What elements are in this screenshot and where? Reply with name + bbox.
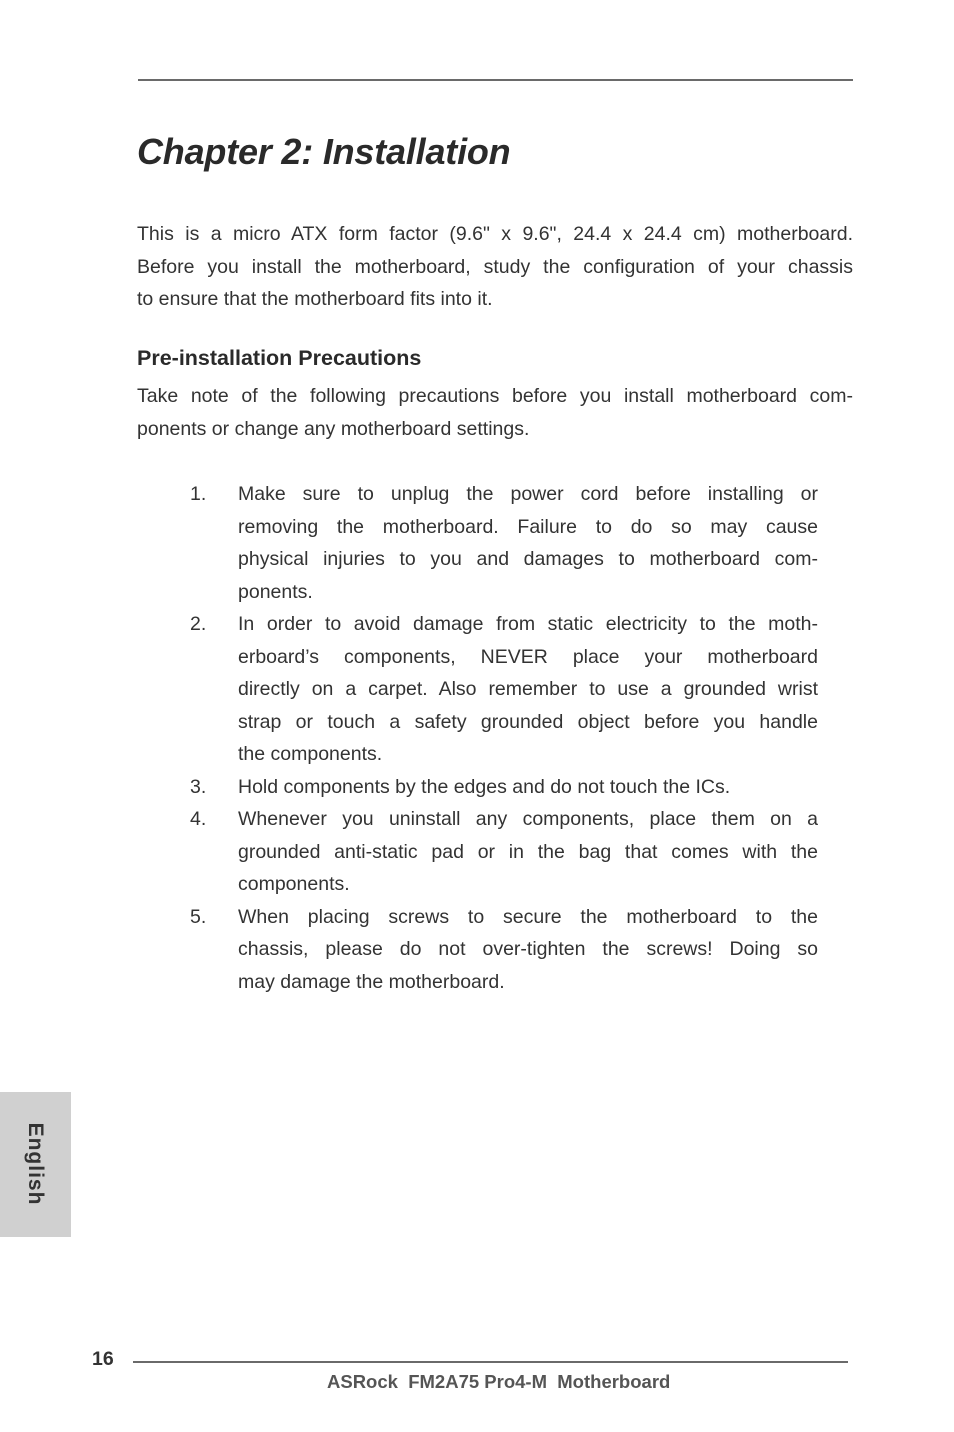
list-item-line: Whenever you uninstall any components, place them on a — [238, 808, 818, 830]
list-item-line: grounded anti-static pad or in the bag that comes with the — [238, 840, 818, 863]
list-item — [190, 608, 818, 771]
section-heading: Pre-installation Precautions — [137, 346, 422, 370]
list-item-text — [238, 803, 818, 901]
header-rule — [138, 79, 853, 81]
list-item — [190, 803, 818, 901]
page-number: 16 — [92, 1348, 114, 1370]
list-item-number: 2. — [190, 613, 207, 635]
precaution-list — [190, 478, 818, 998]
list-item-text — [238, 771, 818, 804]
list-item — [190, 901, 818, 999]
list-item-line: erboard’s components, NEVER place your motherboard — [238, 645, 818, 668]
list-item-line: strap or touch a safety grounded object before you handle — [238, 710, 818, 733]
list-item-line: the components. — [238, 743, 383, 765]
language-side-tab — [0, 1092, 71, 1237]
list-item-line: Make sure to unplug the power cord before installing or — [238, 483, 818, 505]
intro-line: Before you install the motherboard, study the configuration of your chassis — [137, 255, 853, 278]
intro-paragraph — [137, 218, 853, 316]
language-tab-label: English — [24, 1122, 47, 1206]
list-item-text — [238, 608, 818, 771]
precautions-intro-paragraph — [137, 380, 853, 445]
list-item-text — [238, 901, 818, 999]
list-item-line: When placing screws to secure the motherboard to the — [238, 905, 818, 928]
list-item-number: 1. — [190, 483, 207, 505]
precautions-intro-line: ponents or change any motherboard settings. — [137, 417, 530, 440]
list-item-number: 5. — [190, 905, 207, 928]
list-item-line: physical injuries to you and damages to motherboard com- — [238, 548, 818, 570]
list-item-line: removing the motherboard. Failure to do so may cause — [238, 515, 818, 538]
list-item-line: Hold components by the edges and do not touch the ICs. — [238, 775, 731, 798]
list-item-line: In order to avoid damage from static electricity to the moth- — [238, 613, 818, 635]
footer-rule — [133, 1361, 848, 1363]
chapter-title: Chapter 2: Installation — [137, 131, 511, 172]
intro-line: This is a micro ATX form factor (9.6" x 9.6", 24.4 x 24.4 cm) motherboard. — [137, 223, 853, 245]
list-item-number: 4. — [190, 808, 207, 830]
footer-product-name: ASRock FM2A75 Pro4-M Motherboard — [327, 1371, 671, 1392]
list-item-line: ponents. — [238, 580, 313, 603]
intro-line: to ensure that the motherboard fits into it. — [137, 288, 493, 310]
list-item-line: components. — [238, 873, 350, 895]
list-item — [190, 478, 818, 608]
list-item — [190, 771, 818, 804]
list-item-text — [238, 478, 818, 608]
list-item-line: may damage the motherboard. — [238, 970, 505, 993]
precautions-intro-line: Take note of the following precautions before you install motherboard com- — [137, 385, 853, 407]
list-item-line: directly on a carpet. Also remember to use a grounded wrist — [238, 678, 818, 700]
list-item-number: 3. — [190, 775, 207, 798]
list-item-line: chassis, please do not over-tighten the screws! Doing so — [238, 938, 818, 960]
